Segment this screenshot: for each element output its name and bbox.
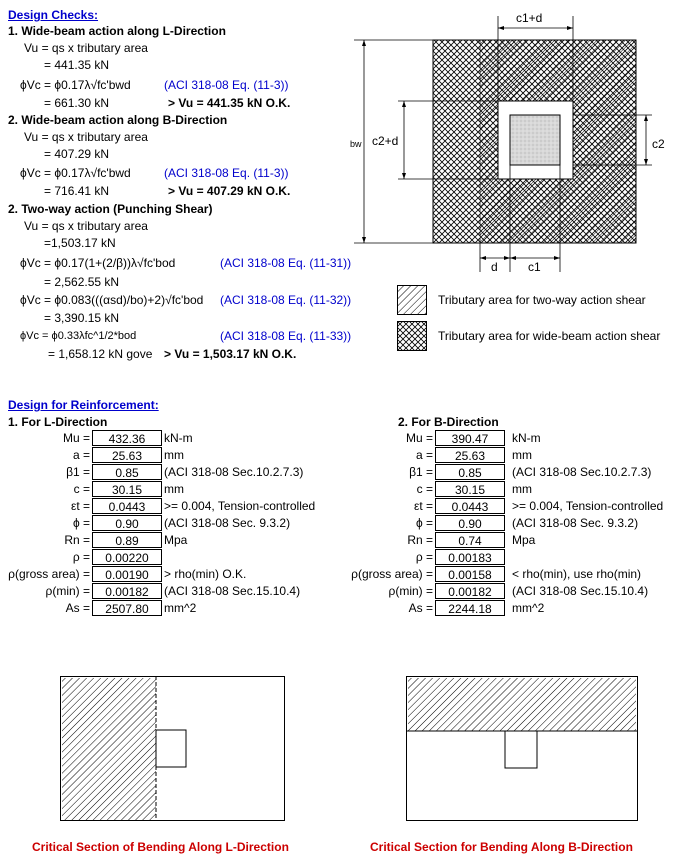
dim-c2-plus-d: c2+d <box>372 134 399 148</box>
row-value-cell[interactable]: 0.85 <box>435 464 505 480</box>
row-value-cell[interactable]: 0.00190 <box>92 566 162 582</box>
row-unit: mm <box>164 482 184 496</box>
dim-c2: c2 <box>652 137 665 151</box>
row-label: As = <box>408 601 433 615</box>
column <box>510 115 560 165</box>
row-label: εt = <box>413 499 433 513</box>
wide-L-vu-formula: Vu = qs x tributary area <box>24 41 148 55</box>
row-unit: (ACI 318-08 Sec.15.10.4) <box>512 584 649 598</box>
row-unit: mm^2 <box>512 601 545 615</box>
legend-wide-label: Tributary area for wide-beam action shear <box>438 329 661 343</box>
row-unit: kN-m <box>512 431 541 445</box>
row-unit: mm <box>512 448 532 462</box>
two-way-v2: = 3,390.15 kN <box>44 311 120 325</box>
row-unit: (ACI 318-08 Sec.15.10.4) <box>164 584 301 598</box>
row-unit: (ACI 318-08 Sec. 9.3.2) <box>164 516 291 530</box>
row-value-cell[interactable]: 0.89 <box>92 532 162 548</box>
row-unit: >= 0.004, Tension-controlled <box>512 499 664 513</box>
wide-L-ref: (ACI 318-08 Eq. (11-3)) <box>164 78 289 92</box>
row-unit: Mpa <box>512 533 536 547</box>
row-value-cell[interactable]: 25.63 <box>92 447 162 463</box>
row-label: As = <box>65 601 90 615</box>
row-label: ρ(min) = <box>388 584 433 598</box>
two-way-check: > Vu = 1,503.17 kN O.K. <box>164 347 297 361</box>
L-direction-title: 1. For L-Direction <box>8 415 108 429</box>
two-way-vu-value: =1,503.17 kN <box>44 236 116 250</box>
row-unit: >= 0.004, Tension-controlled <box>164 499 316 513</box>
row-label: ρ = <box>72 550 90 564</box>
row-value-cell[interactable]: 2244.18 <box>435 600 505 616</box>
row-label: ρ(gross area) = <box>351 567 433 581</box>
row-value-cell[interactable]: 0.74 <box>435 532 505 548</box>
wide-B-check: > Vu = 407.29 kN O.K. <box>168 184 291 198</box>
row-value-cell[interactable]: 0.00158 <box>435 566 505 582</box>
row-unit: (ACI 318-08 Sec.10.2.7.3) <box>512 465 652 479</box>
row-label: ρ(min) = <box>45 584 90 598</box>
row-label: β1 = <box>409 465 433 479</box>
row-label: a = <box>415 448 433 462</box>
wide-B-phivc-formula: ϕVc = ϕ0.17λ√fc'bwd <box>20 166 131 180</box>
row-label: Mu = <box>62 431 90 445</box>
row-value-cell[interactable]: 0.85 <box>92 464 162 480</box>
two-way-v1: = 2,562.55 kN <box>44 275 120 289</box>
two-way-vu-formula: Vu = qs x tributary area <box>24 219 148 233</box>
two-way-f1: ϕVc = ϕ0.17(1+(2/β))λ√fc'bod <box>20 256 176 270</box>
row-unit: (ACI 318-08 Sec.10.2.7.3) <box>164 465 304 479</box>
row-label: ρ = <box>415 550 433 564</box>
row-value-cell[interactable]: 0.00182 <box>435 583 505 599</box>
wide-L-check: > Vu = 441.35 kN O.K. <box>168 96 291 110</box>
two-way-ref2: (ACI 318-08 Eq. (11-32)) <box>220 293 352 307</box>
row-label: Rn = <box>407 533 433 547</box>
dim-d: d <box>491 260 498 274</box>
two-way-v3: = 1,658.12 kN gove <box>48 347 153 361</box>
row-unit: > rho(min) O.K. <box>164 567 247 581</box>
row-unit: mm^2 <box>164 601 197 615</box>
legend-two-way-label: Tributary area for two-way action shear <box>438 293 646 307</box>
row-unit: < rho(min), use rho(min) <box>512 567 642 581</box>
row-label: Rn = <box>64 533 90 547</box>
wide-B-phivc-value: = 716.41 kN <box>44 184 110 198</box>
row-unit: Mpa <box>164 533 188 547</box>
two-way-f3: ϕVc = ϕ0.33λfc^1/2*bod <box>20 330 137 342</box>
row-label: c = <box>73 482 90 496</box>
row-value-cell[interactable]: 0.00182 <box>92 583 162 599</box>
row-label: β1 = <box>66 465 90 479</box>
row-label: a = <box>72 448 90 462</box>
row-unit: kN-m <box>164 431 193 445</box>
row-label: ϕ = <box>72 516 90 530</box>
wide-B-title: 2. Wide-beam action along B-Direction <box>8 113 228 127</box>
row-value-cell[interactable]: 2507.80 <box>92 600 162 616</box>
wide-L-phivc-formula: ϕVc = ϕ0.17λ√fc'bwd <box>20 78 131 92</box>
row-label: c = <box>416 482 433 496</box>
row-value-cell[interactable]: 390.47 <box>435 430 505 446</box>
row-label: ρ(gross area) = <box>8 567 90 581</box>
caption-L: Critical Section of Bending Along L-Direction <box>32 840 289 854</box>
wide-L-vu-value: = 441.35 kN <box>44 58 110 72</box>
two-way-ref3: (ACI 318-08 Eq. (11-33)) <box>220 329 352 343</box>
dim-c1-plus-d: c1+d <box>516 11 543 25</box>
bending-section-B-diagram <box>406 676 638 822</box>
bending-section-L-diagram <box>60 676 286 822</box>
caption-B: Critical Section for Bending Along B-Direction <box>370 840 633 854</box>
reinforcement-heading: Design for Reinforcement: <box>8 398 159 412</box>
wide-L-title: 1. Wide-beam action along L-Direction <box>8 24 226 38</box>
row-label: ϕ = <box>415 516 433 530</box>
row-value-cell[interactable]: 432.36 <box>92 430 162 446</box>
row-value-cell[interactable]: 0.90 <box>92 515 162 531</box>
legend-two-way-swatch <box>397 285 427 315</box>
wide-B-vu-formula: Vu = qs x tributary area <box>24 130 148 144</box>
legend-wide-swatch <box>397 321 427 351</box>
dim-bw: bw <box>350 139 362 149</box>
wide-L-phivc-value: = 661.30 kN <box>44 96 110 110</box>
row-value-cell[interactable]: 0.00220 <box>92 549 162 565</box>
row-label: Mu = <box>405 431 433 445</box>
row-value-cell[interactable]: 0.90 <box>435 515 505 531</box>
two-way-title: 2. Two-way action (Punching Shear) <box>8 202 213 216</box>
wide-B-vu-value: = 407.29 kN <box>44 147 110 161</box>
wide-B-ref: (ACI 318-08 Eq. (11-3)) <box>164 166 289 180</box>
row-unit: (ACI 318-08 Sec. 9.3.2) <box>512 516 639 530</box>
dim-c1: c1 <box>528 260 541 274</box>
two-way-f2: ϕVc = ϕ0.083(((αsd)/bo)+2)√fc'bod <box>20 293 204 307</box>
row-value-cell[interactable]: 30.15 <box>435 481 505 497</box>
row-value-cell[interactable]: 30.15 <box>92 481 162 497</box>
row-unit: mm <box>164 448 184 462</box>
row-unit: mm <box>512 482 532 496</box>
row-value-cell[interactable]: 25.63 <box>435 447 505 463</box>
row-value-cell[interactable]: 0.0443 <box>92 498 162 514</box>
B-direction-title: 2. For B-Direction <box>398 415 499 429</box>
two-way-ref1: (ACI 318-08 Eq. (11-31)) <box>220 256 352 270</box>
row-label: εt = <box>70 499 90 513</box>
row-value-cell[interactable]: 0.00183 <box>435 549 505 565</box>
row-value-cell[interactable]: 0.0443 <box>435 498 505 514</box>
design-checks-heading: Design Checks: <box>8 8 99 22</box>
